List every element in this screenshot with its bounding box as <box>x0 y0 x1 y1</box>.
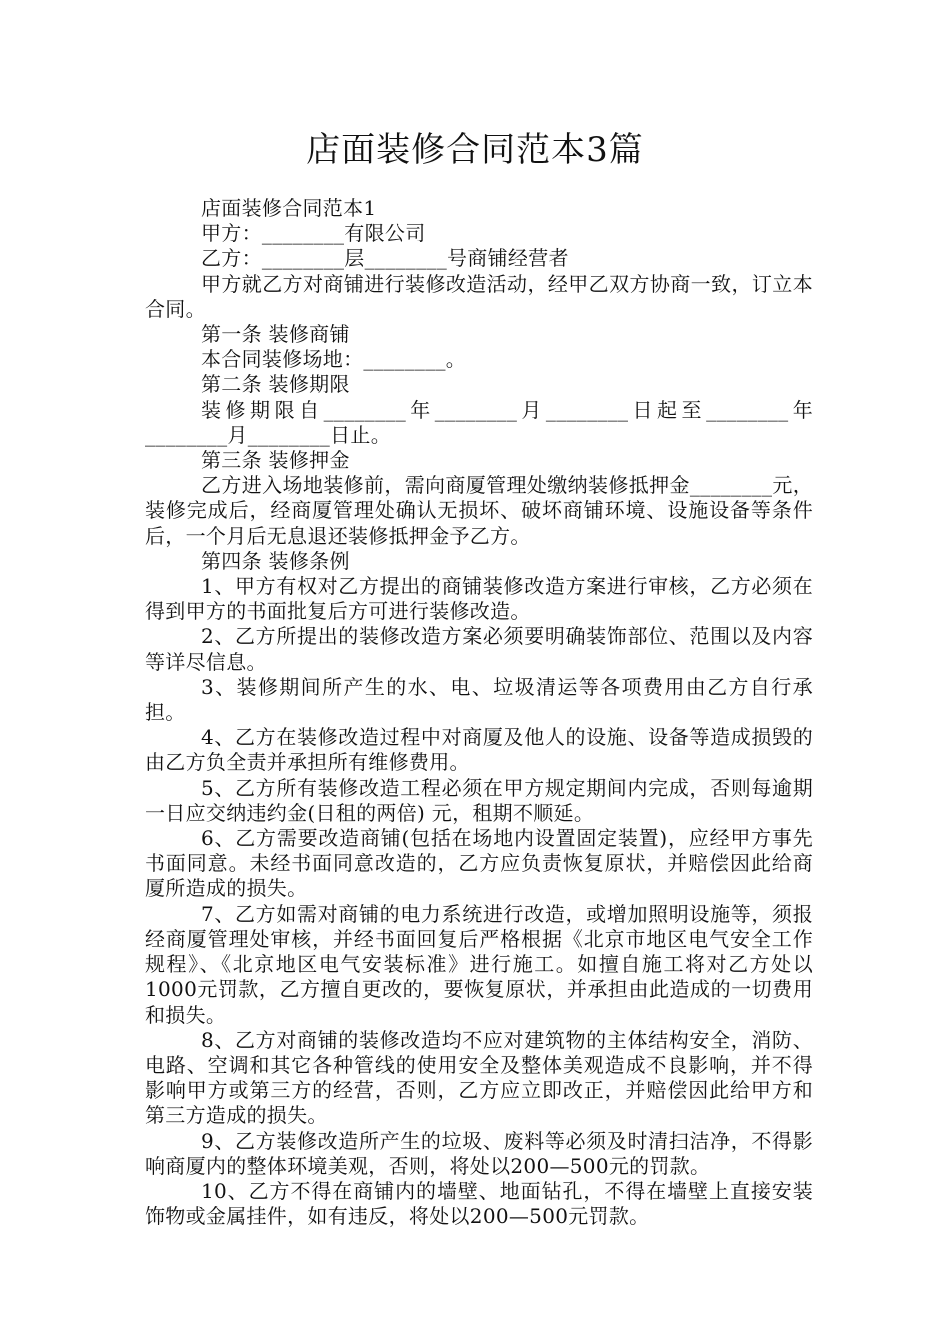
article-3-heading: 第三条 装修押金 <box>201 448 350 473</box>
clause-6: 6、乙方需要改造商铺(包括在场地内设置固定装置)，应经甲方事先书面同意。未经书面同意改造的，乙方应负责恢复原状，并赔偿因此给商厦所造成的损失。 <box>145 826 813 901</box>
preamble-paragraph: 甲方就乙方对商铺进行装修改造活动，经甲乙双方协商一致，订立本合同。 <box>145 271 813 321</box>
clause-1: 1、甲方有权对乙方提出的商铺装修改造方案进行审核，乙方必须在得到甲方的书面批复后方可进行装修改造。 <box>145 574 813 624</box>
clause-7: 7、乙方如需对商铺的电力系统进行改造，或增加照明设施等，须报经商厦管理处审核，并经书面回复后严格根据《北京市地区电气安全工作规程》、《北京地区电气安装标准》进行施工。如擅自施工将对乙方处以1000元罚款，乙方擅自更改的，要恢复原状，并承担由此造成的一切费用和损失。 <box>145 901 813 1027</box>
clause-4: 4、乙方在装修改造过程中对商厦及他人的设施、设备等造成损毁的由乙方负全责并承担所有维修费用。 <box>145 725 813 775</box>
article-3-text: 乙方进入场地装修前，需向商厦管理处缴纳装修抵押金________元，装修完成后，经商厦管理处确认无损坏、破坏商铺环境、设施设备等条件后，一个月后无息退还装修抵押金予乙方。 <box>145 473 813 548</box>
clause-5: 5、乙方所有装修改造工程必须在甲方规定期间内完成，否则每逾期一日应交纳违约金(日租的两倍) 元，租期不顺延。 <box>145 775 813 825</box>
article-2-heading: 第二条 装修期限 <box>201 372 350 397</box>
article-4-heading: 第四条 装修条例 <box>201 548 350 573</box>
clause-9: 9、乙方装修改造所产生的垃圾、废料等必须及时清扫洁净，不得影响商厦内的整体环境美观，否则，将处以200—500元的罚款。 <box>145 1128 813 1178</box>
article-2-text: 装修期限自________年________月________日起至________年________月________日止。 <box>145 397 813 447</box>
document-title: 店面装修合同范本3篇 <box>306 130 644 170</box>
document-body <box>145 196 813 1229</box>
party-a-line: 甲方：________有限公司 <box>201 221 426 246</box>
clause-3: 3、装修期间所产生的水、电、垃圾清运等各项费用由乙方自行承担。 <box>145 674 813 725</box>
party-b-line: 乙方：________层________号商铺经营者 <box>201 246 569 271</box>
contract-subtitle: 店面装修合同范本1 <box>201 196 377 220</box>
clause-2: 2、乙方所提出的装修改造方案必须要明确装饰部位、范围以及内容等详尽信息。 <box>145 624 813 674</box>
article-1-text: 本合同装修场地：________。 <box>201 347 467 372</box>
article-1-heading: 第一条 装修商铺 <box>201 322 350 347</box>
clause-10: 10、乙方不得在商铺内的墙壁、地面钻孔，不得在墙壁上直接安装饰物或金属挂件，如有违反，将处以200—500元罚款。 <box>145 1178 813 1229</box>
clause-8: 8、乙方对商铺的装修改造均不应对建筑物的主体结构安全，消防、电路、空调和其它各种管线的使用安全及整体美观造成不良影响，并不得影响甲方或第三方的经营，否则，乙方应立即改正，并赔偿因此给甲方和第三方造成的损失。 <box>145 1027 813 1128</box>
